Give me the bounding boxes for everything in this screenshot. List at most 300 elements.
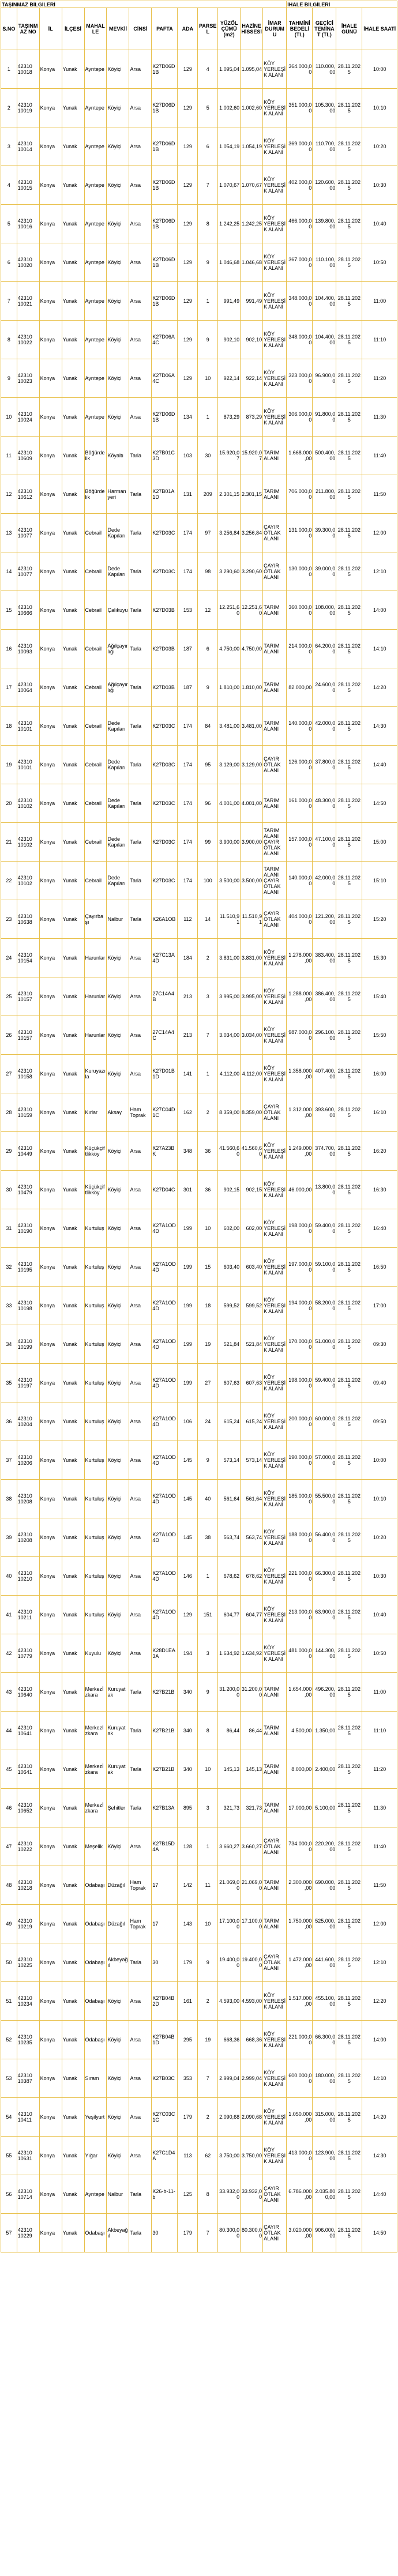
cell-estimated-value: 140.000,00 <box>287 862 313 900</box>
cell-property-no: 42310 10195 <box>17 1248 39 1287</box>
cell-type: Arsa <box>129 1402 152 1441</box>
cell-neighborhood: Ayrıtepe <box>84 50 107 89</box>
cell-area: 3.129,00 <box>218 746 241 784</box>
cell-zoning: TARIM ALANI <box>263 1789 287 1827</box>
cell-province: Konya <box>39 205 62 243</box>
cell-locality: Ağılçayırlığı <box>107 630 129 668</box>
cell-area: 11.510,91 <box>218 900 241 939</box>
cell-estimated-value: 46.000,00 <box>287 1171 313 1209</box>
cell-deposit: 906.000,00 <box>313 2214 336 2252</box>
cell-neighborhood: Kurtuluş <box>84 1518 107 1557</box>
cell-estimated-value: 126.000,00 <box>287 746 313 784</box>
cell-locality: Köyiçi <box>107 2059 129 2098</box>
cell-treasury-share: 3.500,00 <box>241 862 263 900</box>
cell-deposit: 120.600,00 <box>313 166 336 205</box>
cell-estimated-value: 8.000,00 <box>287 1750 313 1789</box>
cell-type: Tarla <box>129 1673 152 1712</box>
cell-area: 615,24 <box>218 1402 241 1441</box>
cell-locality: Köyiçi <box>107 1016 129 1055</box>
cell-estimated-value: 404.000,00 <box>287 900 313 939</box>
table-row <box>1 707 397 746</box>
cell-neighborhood: Ayrıtepe <box>84 89 107 127</box>
cell-neighborhood: Çayırbaşı <box>84 900 107 939</box>
cell-block: 353 <box>178 2059 198 2098</box>
cell-province: Konya <box>39 1132 62 1171</box>
cell-district: Yunak <box>62 1789 84 1827</box>
cell-type: Arsa <box>129 939 152 977</box>
cell-auction-time: 10:10 <box>362 89 397 127</box>
cell-locality: Köyiçi <box>107 1827 129 1866</box>
cell-auction-time: 10:30 <box>362 166 397 205</box>
cell-treasury-share: 902,10 <box>241 321 263 359</box>
cell-area: 902,10 <box>218 321 241 359</box>
cell-area: 17.100,00 <box>218 1905 241 1943</box>
cell-neighborhood: Ayrıtepe <box>84 243 107 282</box>
cell-treasury-share: 563,74 <box>241 1518 263 1557</box>
col-header-map-sheet: PAFTA <box>152 8 178 50</box>
cell-auction-time: 09:50 <box>362 1402 397 1441</box>
cell-zoning: TARIM ALANI ÇAYIR OTLAK ALANI <box>263 862 287 900</box>
cell-property-no: 42310 10190 <box>17 1209 39 1248</box>
cell-auction-date: 28.11.2025 <box>336 398 362 437</box>
cell-type: Arsa <box>129 1016 152 1055</box>
cell-deposit: 39.000,00 <box>313 552 336 591</box>
cell-district: Yunak <box>62 1866 84 1905</box>
table-row <box>1 1557 397 1596</box>
cell-zoning: TARIM ALANI <box>263 437 287 475</box>
cell-locality: Köyiçi <box>107 166 129 205</box>
cell-block: 174 <box>178 784 198 823</box>
cell-sno: 32 <box>1 1248 17 1287</box>
cell-treasury-share: 521,84 <box>241 1325 263 1364</box>
cell-treasury-share: 678,62 <box>241 1557 263 1596</box>
cell-block: 199 <box>178 1287 198 1325</box>
cell-neighborhood: Kurtuluş <box>84 1287 107 1325</box>
cell-province: Konya <box>39 89 62 127</box>
cell-map-sheet: K27D03C <box>152 823 178 862</box>
cell-deposit: 144.300,00 <box>313 1634 336 1673</box>
cell-deposit: 42.000,00 <box>313 862 336 900</box>
cell-zoning: KÖY YERLEŞİK ALANI <box>263 127 287 166</box>
cell-auction-time: 11:20 <box>362 359 397 398</box>
cell-locality: Köyiçi <box>107 359 129 398</box>
cell-neighborhood: Kurtuluş <box>84 1480 107 1518</box>
cell-map-sheet: K27B01A1D <box>152 475 178 514</box>
cell-type: Tarla <box>129 668 152 707</box>
col-header-district: İLÇESİ <box>62 8 84 50</box>
cell-district: Yunak <box>62 823 84 862</box>
cell-map-sheet: K27B13A <box>152 1789 178 1827</box>
cell-treasury-share: 19.400,00 <box>241 1943 263 1982</box>
cell-estimated-value: 323.000,00 <box>287 359 313 398</box>
cell-zoning: KÖY YERLEŞİK ALANI <box>263 1982 287 2021</box>
table-row <box>1 514 397 552</box>
cell-province: Konya <box>39 668 62 707</box>
cell-province: Konya <box>39 1943 62 1982</box>
cell-treasury-share: 1.634,92 <box>241 1634 263 1673</box>
cell-auction-time: 17:00 <box>362 1287 397 1325</box>
cell-treasury-share: 3.034,00 <box>241 1016 263 1055</box>
cell-deposit: 66.300,00 <box>313 1557 336 1596</box>
cell-neighborhood: Odabaşı <box>84 2214 107 2252</box>
cell-auction-date: 28.11.2025 <box>336 1480 362 1518</box>
cell-parcel: 27 <box>198 1364 218 1402</box>
cell-treasury-share: 3.290,60 <box>241 552 263 591</box>
cell-locality: Köyiçi <box>107 282 129 321</box>
cell-parcel: 30 <box>198 437 218 475</box>
cell-block: 145 <box>178 1518 198 1557</box>
cell-parcel: 100 <box>198 862 218 900</box>
cell-auction-date: 28.11.2025 <box>336 1827 362 1866</box>
cell-auction-date: 28.11.2025 <box>336 1016 362 1055</box>
cell-block: 153 <box>178 591 198 630</box>
col-header-estimated-value: TAHMİNİ BEDELİ (TL) <box>287 8 313 50</box>
cell-auction-date: 28.11.2025 <box>336 1557 362 1596</box>
cell-auction-time: 11:30 <box>362 398 397 437</box>
cell-estimated-value: 131.000,00 <box>287 514 313 552</box>
table-row <box>1 1905 397 1943</box>
cell-type: Tarla <box>129 862 152 900</box>
cell-treasury-share: 1.070,67 <box>241 166 263 205</box>
cell-parcel: 9 <box>198 1943 218 1982</box>
cell-deposit: 91.800,00 <box>313 398 336 437</box>
cell-sno: 3 <box>1 127 17 166</box>
cell-auction-date: 28.11.2025 <box>336 977 362 1016</box>
cell-area: 41.560,60 <box>218 1132 241 1171</box>
cell-province: Konya <box>39 475 62 514</box>
cell-zoning: TARIM ALANI <box>263 784 287 823</box>
cell-deposit: 105.300,00 <box>313 89 336 127</box>
cell-locality: Kuruyatak <box>107 1712 129 1750</box>
cell-province: Konya <box>39 977 62 1016</box>
cell-property-no: 42310 10198 <box>17 1287 39 1325</box>
cell-auction-time: 16:40 <box>362 1209 397 1248</box>
cell-district: Yunak <box>62 707 84 746</box>
cell-locality: Köyiçi <box>107 1325 129 1364</box>
cell-parcel: 8 <box>198 2175 218 2214</box>
cell-sno: 49 <box>1 1905 17 1943</box>
cell-zoning: TARIM ALANI <box>263 1750 287 1789</box>
cell-type: Arsa <box>129 1441 152 1480</box>
cell-district: Yunak <box>62 2137 84 2175</box>
cell-district: Yunak <box>62 939 84 977</box>
cell-auction-date: 28.11.2025 <box>336 668 362 707</box>
cell-province: Konya <box>39 321 62 359</box>
cell-property-no: 42310 10199 <box>17 1325 39 1364</box>
property-info-heading: TAŞINMAZ BİLGİLERİ <box>1 1 287 8</box>
cell-map-sheet: K27D03B <box>152 668 178 707</box>
cell-district: Yunak <box>62 1325 84 1364</box>
cell-treasury-share: 33.932,00 <box>241 2175 263 2214</box>
cell-property-no: 42310 10206 <box>17 1441 39 1480</box>
cell-auction-time: 16:10 <box>362 1093 397 1132</box>
cell-parcel: 9 <box>198 668 218 707</box>
cell-neighborhood: Odabaşı <box>84 2021 107 2059</box>
cell-locality: Köyiçi <box>107 977 129 1016</box>
cell-block: 187 <box>178 668 198 707</box>
cell-area: 33.932,00 <box>218 2175 241 2214</box>
cell-sno: 56 <box>1 2175 17 2214</box>
cell-deposit: 383.400,00 <box>313 939 336 977</box>
cell-province: Konya <box>39 1055 62 1093</box>
cell-type: Arsa <box>129 282 152 321</box>
cell-estimated-value: 1.312.000,00 <box>287 1093 313 1132</box>
cell-zoning: TARIM ALANI <box>263 630 287 668</box>
cell-zoning: KÖY YERLEŞİK ALANI <box>263 321 287 359</box>
cell-estimated-value: 197.000,00 <box>287 1248 313 1287</box>
cell-parcel: 19 <box>198 2021 218 2059</box>
cell-area: 3.034,00 <box>218 1016 241 1055</box>
cell-auction-time: 14:20 <box>362 2098 397 2137</box>
cell-zoning: KÖY YERLEŞİK ALANI <box>263 50 287 89</box>
cell-auction-date: 28.11.2025 <box>336 1982 362 2021</box>
cell-estimated-value: 402.000,00 <box>287 166 313 205</box>
cell-deposit: 2.400,00 <box>313 1750 336 1789</box>
cell-block: 179 <box>178 1943 198 1982</box>
cell-zoning: KÖY YERLEŞİK ALANI <box>263 1634 287 1673</box>
cell-property-no: 42310 10234 <box>17 1982 39 2021</box>
cell-neighborhood: Cebrail <box>84 591 107 630</box>
cell-map-sheet: K27D06A4C <box>152 321 178 359</box>
cell-type: Tarla <box>129 2214 152 2252</box>
cell-block: 131 <box>178 475 198 514</box>
cell-province: Konya <box>39 2098 62 2137</box>
cell-district: Yunak <box>62 1557 84 1596</box>
cell-estimated-value: 413.000,00 <box>287 2137 313 2175</box>
cell-district: Yunak <box>62 321 84 359</box>
cell-estimated-value: 351.000,00 <box>287 89 313 127</box>
table-row <box>1 2059 397 2098</box>
cell-map-sheet: 27C14A4B <box>152 977 178 1016</box>
cell-neighborhood: Odabaşı <box>84 1943 107 1982</box>
cell-map-sheet: K27B04B2D <box>152 1982 178 2021</box>
table-row <box>1 939 397 977</box>
cell-parcel: 209 <box>198 475 218 514</box>
cell-property-no: 42310 10077 <box>17 514 39 552</box>
cell-property-no: 42310 10159 <box>17 1093 39 1132</box>
cell-auction-date: 28.11.2025 <box>336 630 362 668</box>
cell-map-sheet: K27D03B <box>152 591 178 630</box>
cell-property-no: 42310 10020 <box>17 243 39 282</box>
cell-district: Yunak <box>62 1248 84 1287</box>
cell-neighborhood: Ayrıtepe <box>84 359 107 398</box>
cell-district: Yunak <box>62 1209 84 1248</box>
cell-province: Konya <box>39 1402 62 1441</box>
table-row <box>1 1325 397 1364</box>
cell-area: 563,74 <box>218 1518 241 1557</box>
cell-locality: Köyiçi <box>107 1596 129 1634</box>
cell-province: Konya <box>39 1480 62 1518</box>
cell-type: Arsa <box>129 1634 152 1673</box>
cell-property-no: 42310 10018 <box>17 50 39 89</box>
cell-map-sheet: K27D06D1B <box>152 282 178 321</box>
cell-zoning: ÇAYIR OTLAK ALANI <box>263 1943 287 1982</box>
cell-area: 80.300,00 <box>218 2214 241 2252</box>
cell-property-no: 42310 10102 <box>17 784 39 823</box>
cell-zoning: TARIM ALANI <box>263 1905 287 1943</box>
cell-type: Ham Toprak <box>129 1866 152 1905</box>
cell-auction-date: 28.11.2025 <box>336 50 362 89</box>
cell-area: 3.660,27 <box>218 1827 241 1866</box>
cell-property-no: 42310 10631 <box>17 2137 39 2175</box>
cell-neighborhood: Odabaşı <box>84 1982 107 2021</box>
cell-block: 199 <box>178 1325 198 1364</box>
cell-property-no: 42310 10102 <box>17 862 39 900</box>
cell-auction-time: 14:10 <box>362 2059 397 2098</box>
cell-auction-time: 11:00 <box>362 1673 397 1712</box>
table-row <box>1 2021 397 2059</box>
cell-type: Tarla <box>129 784 152 823</box>
cell-area: 1.242,25 <box>218 205 241 243</box>
cell-sno: 36 <box>1 1402 17 1441</box>
cell-district: Yunak <box>62 862 84 900</box>
table-row <box>1 1402 397 1441</box>
cell-deposit: 386.400,00 <box>313 977 336 1016</box>
cell-estimated-value: 213.000,00 <box>287 1596 313 1634</box>
col-header-zoning: İMAR DURUMU <box>263 8 287 50</box>
cell-auction-date: 28.11.2025 <box>336 1518 362 1557</box>
col-header-deposit: GEÇİCİ TEMİNAT (TL) <box>313 8 336 50</box>
cell-type: Tarla <box>129 1789 152 1827</box>
cell-property-no: 42310 10229 <box>17 2214 39 2252</box>
cell-district: Yunak <box>62 475 84 514</box>
cell-block: 129 <box>178 127 198 166</box>
cell-sno: 13 <box>1 514 17 552</box>
table-row <box>1 437 397 475</box>
cell-district: Yunak <box>62 784 84 823</box>
cell-deposit: 37.800,00 <box>313 746 336 784</box>
cell-property-no: 42310 10211 <box>17 1596 39 1634</box>
cell-estimated-value: 1.668.000,00 <box>287 437 313 475</box>
cell-locality: Düzağıl <box>107 1866 129 1905</box>
cell-map-sheet: K26A1OB <box>152 900 178 939</box>
cell-map-sheet: K27A23BK <box>152 1132 178 1171</box>
col-header-area: YÜZÖLÇÜMÜ (m2) <box>218 8 241 50</box>
cell-auction-date: 28.11.2025 <box>336 1402 362 1441</box>
cell-locality: Dede Kapıları <box>107 552 129 591</box>
cell-estimated-value: 466.000,00 <box>287 205 313 243</box>
cell-zoning: TARIM ALANI ÇAYIR OTLAK ALANI <box>263 823 287 862</box>
cell-treasury-share: 15.920,07 <box>241 437 263 475</box>
table-row <box>1 591 397 630</box>
cell-province: Konya <box>39 1171 62 1209</box>
cell-estimated-value: 17.000,00 <box>287 1789 313 1827</box>
col-header-block: ADA <box>178 8 198 50</box>
cell-map-sheet: K27D03C <box>152 552 178 591</box>
cell-district: Yunak <box>62 1132 84 1171</box>
cell-parcel: 99 <box>198 823 218 862</box>
cell-auction-time: 14:30 <box>362 707 397 746</box>
cell-neighborhood: Ayrıtepe <box>84 127 107 166</box>
cell-auction-date: 28.11.2025 <box>336 475 362 514</box>
cell-locality: Köyiçi <box>107 205 129 243</box>
cell-district: Yunak <box>62 2059 84 2098</box>
table-row <box>1 2175 397 2214</box>
cell-auction-time: 11:10 <box>362 321 397 359</box>
cell-sno: 21 <box>1 823 17 862</box>
table-row <box>1 1209 397 1248</box>
cell-block: 179 <box>178 2098 198 2137</box>
cell-zoning: KÖY YERLEŞİK ALANI <box>263 1209 287 1248</box>
cell-treasury-share: 3.900,00 <box>241 823 263 862</box>
cell-treasury-share: 1.002,60 <box>241 89 263 127</box>
cell-auction-time: 14:50 <box>362 2214 397 2252</box>
cell-map-sheet: K27B04B1D <box>152 2021 178 2059</box>
cell-block: 103 <box>178 437 198 475</box>
cell-estimated-value: 214.000,00 <box>287 630 313 668</box>
cell-property-no: 42310 10714 <box>17 2175 39 2214</box>
cell-neighborhood: Merkezİzkara <box>84 1789 107 1827</box>
cell-locality: Dede Kapıları <box>107 746 129 784</box>
cell-zoning: ÇAYIR OTLAK ALANI <box>263 2175 287 2214</box>
cell-treasury-share: 1.054,19 <box>241 127 263 166</box>
table-row <box>1 359 397 398</box>
cell-map-sheet: K27D06D1B <box>152 205 178 243</box>
cell-auction-date: 28.11.2025 <box>336 1673 362 1712</box>
cell-neighborhood: Cebrail <box>84 746 107 784</box>
cell-province: Konya <box>39 1866 62 1905</box>
column-header-row <box>1 8 397 50</box>
cell-locality: Köyiçi <box>107 1518 129 1557</box>
cell-block: 199 <box>178 1364 198 1402</box>
cell-locality: Köyiçi <box>107 50 129 89</box>
cell-sno: 39 <box>1 1518 17 1557</box>
table-row <box>1 50 397 89</box>
cell-deposit: 13.800,00 <box>313 1171 336 1209</box>
col-header-auction-time: İHALE SAATİ <box>362 8 397 50</box>
cell-treasury-share: 4.112,00 <box>241 1055 263 1093</box>
cell-parcel: 9 <box>198 1441 218 1480</box>
cell-area: 1.810,00 <box>218 668 241 707</box>
cell-type: Arsa <box>129 1827 152 1866</box>
cell-sno: 51 <box>1 1982 17 2021</box>
cell-sno: 15 <box>1 591 17 630</box>
col-header-auction-date: İHALE GÜNÜ <box>336 8 362 50</box>
cell-area: 602,00 <box>218 1209 241 1248</box>
cell-neighborhood: Harunlar <box>84 977 107 1016</box>
cell-auction-date: 28.11.2025 <box>336 862 362 900</box>
cell-map-sheet: K27D03C <box>152 707 178 746</box>
cell-block: 112 <box>178 900 198 939</box>
cell-map-sheet: K27D06D1B <box>152 166 178 205</box>
cell-property-no: 42310 10157 <box>17 1016 39 1055</box>
table-row <box>1 630 397 668</box>
cell-district: Yunak <box>62 514 84 552</box>
cell-map-sheet: K27A1OD4D <box>152 1209 178 1248</box>
cell-area: 31.200,00 <box>218 1673 241 1712</box>
cell-estimated-value: 1.750.000,00 <box>287 1905 313 1943</box>
cell-auction-date: 28.11.2025 <box>336 1093 362 1132</box>
cell-deposit: 139.800,00 <box>313 205 336 243</box>
cell-sno: 43 <box>1 1673 17 1712</box>
cell-property-no: 42310 10609 <box>17 437 39 475</box>
cell-neighborhood: Ayrıtepe <box>84 205 107 243</box>
table-row <box>1 552 397 591</box>
cell-map-sheet: K27A1OD4D <box>152 1518 178 1557</box>
cell-auction-time: 14:40 <box>362 746 397 784</box>
cell-auction-time: 14:30 <box>362 2137 397 2175</box>
cell-treasury-share: 902,15 <box>241 1171 263 1209</box>
cell-sno: 54 <box>1 2098 17 2137</box>
cell-property-no: 42310 10101 <box>17 707 39 746</box>
cell-property-no: 42310 10021 <box>17 282 39 321</box>
header-group-row <box>1 1 397 8</box>
cell-parcel: 5 <box>198 89 218 127</box>
cell-type: Arsa <box>129 1364 152 1402</box>
cell-zoning: TARIM ALANI <box>263 1712 287 1750</box>
cell-locality: Köyiçi <box>107 1634 129 1673</box>
cell-parcel: 7 <box>198 2059 218 2098</box>
